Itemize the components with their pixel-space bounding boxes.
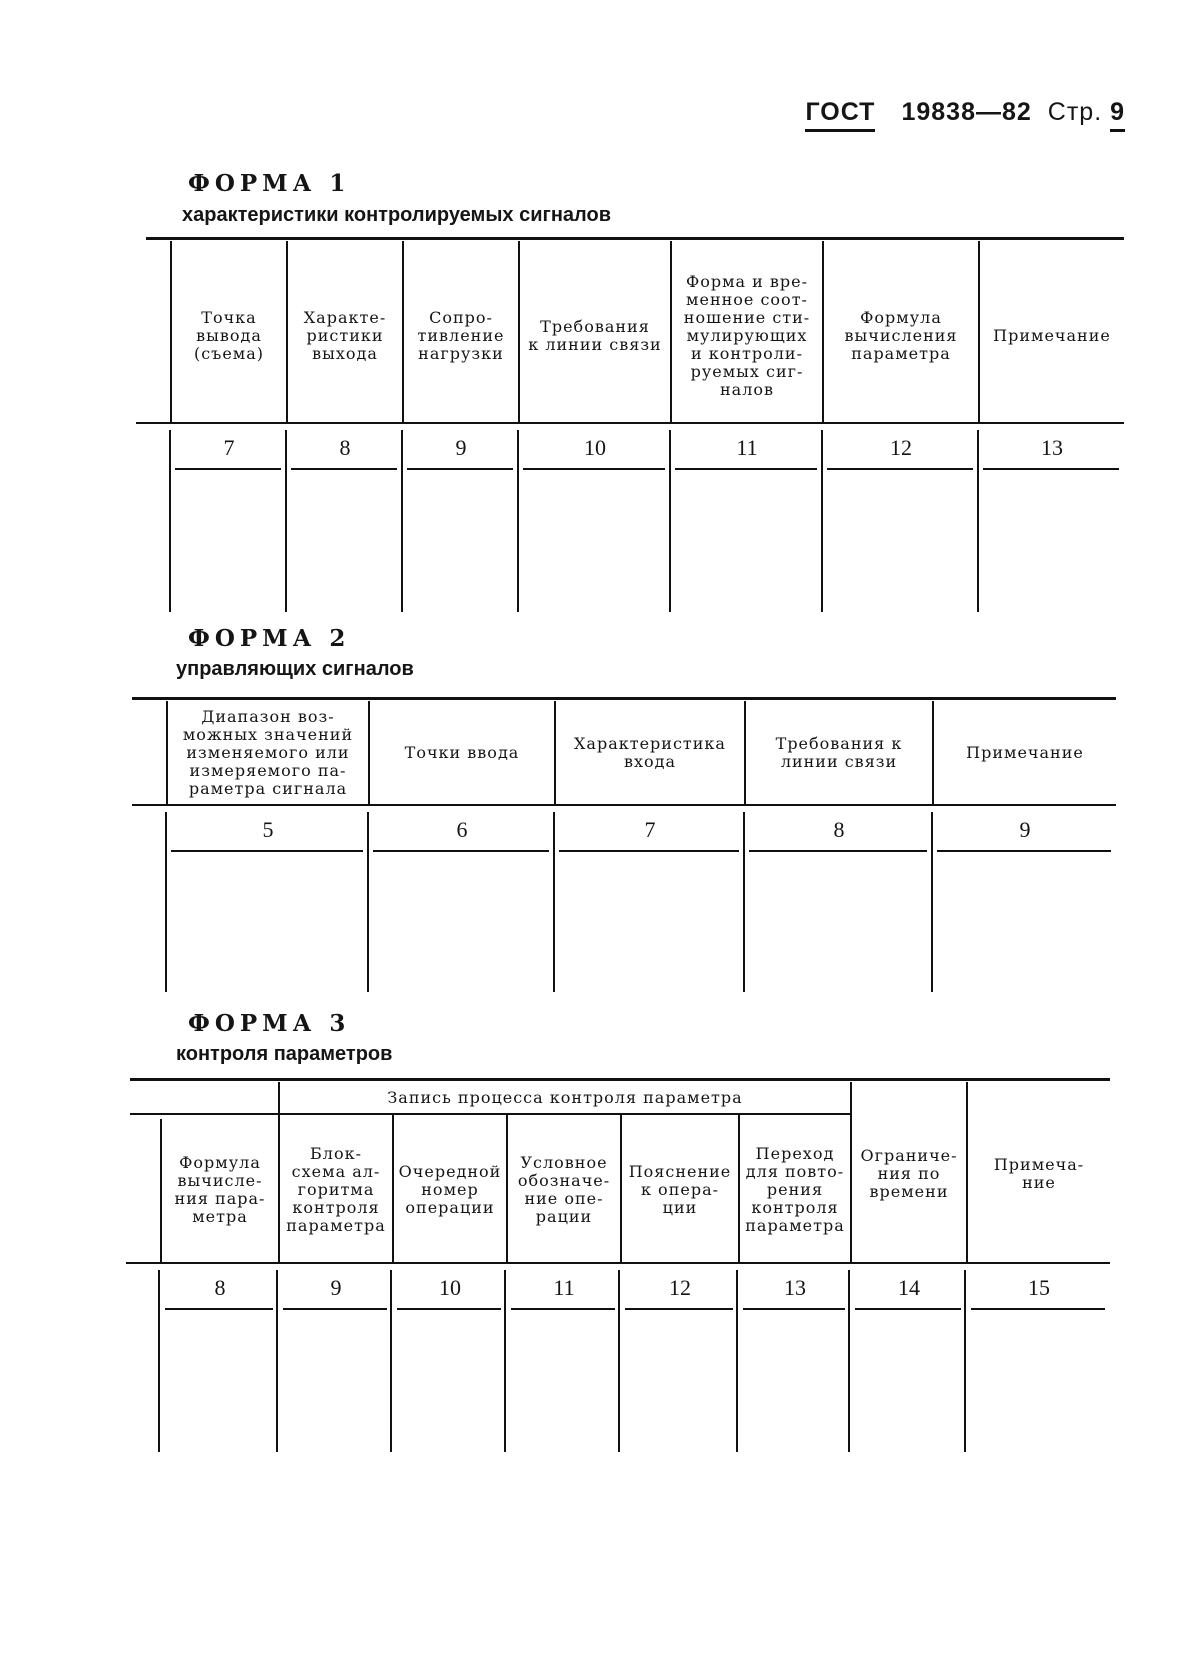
form1-column-header: Характе- ристики выхода [303,308,387,363]
form2-body-divider [553,812,555,992]
standard-label: ГОСТ [805,98,875,132]
form3-top-rule [130,1078,1110,1081]
form2-column-number: 9 [1019,817,1031,842]
form3-group-header: Запись процесса контроля параметра [387,1087,743,1107]
form2-title: ФОРМА 2 [188,625,351,652]
form3-header-divider [506,1113,508,1262]
form1-column-number: 13 [1041,435,1063,460]
form3-column-number: 15 [1028,1275,1050,1300]
form2-column-number: 7 [644,817,656,842]
form3-group-rule [278,1113,850,1115]
form1-column-number: 10 [584,435,606,460]
form1-column-header: Форма и вре- менное соот- ношение сти- мулирующих и контроли- руемых сиг- налов [683,272,811,399]
form3-column-number: 12 [669,1275,691,1300]
form1-number-underline [983,468,1119,470]
form2-body-divider [165,812,167,992]
form3-header-divider [850,1082,852,1262]
form1-header-divider [670,241,672,422]
form3-body-divider [158,1270,160,1452]
form2-header-divider [166,701,168,804]
form3-number-underline [743,1308,845,1310]
form3-title: ФОРМА 3 [188,1010,351,1037]
form3-header-divider [620,1113,622,1262]
form3-column-number: 8 [214,1275,226,1300]
form1-number-underline [175,468,281,470]
form2-column-header: Диапазон воз- можных значений изменяемого или измеряемого па- раметра сигнала [182,707,354,798]
form1-subtitle: характеристики контролируемых сигналов [182,204,612,226]
form1-column-number: 8 [339,435,351,460]
form1-header-divider [170,241,172,422]
form3-header-divider [278,1082,280,1262]
form2-number-underline [559,850,739,852]
form3-number-underline [165,1308,273,1310]
form1-header-divider [822,241,824,422]
form3-column-header: Ограниче- ния по времени [860,1146,958,1201]
form3-header-divider [392,1113,394,1262]
form2-header-divider [368,701,370,804]
form3-column-header: Блок- схема ал- горитма контроля параметра [286,1143,386,1235]
form3-column-number: 9 [330,1275,342,1300]
form1-header-divider [286,241,288,422]
form2-body-divider [931,812,933,992]
form1-body-divider [169,430,171,612]
form3-column-number: 13 [784,1275,806,1300]
form2-header-divider [932,701,934,804]
form1-body-divider [821,430,823,612]
form1-number-underline [675,468,817,470]
form1-number-underline [827,468,973,470]
form2-number-underline [937,850,1111,852]
form2-header-divider [554,701,556,804]
form1-header-divider [402,241,404,422]
form3-number-underline [855,1308,961,1310]
form2-column-number: 5 [262,817,274,842]
form2-column-number: 8 [833,817,845,842]
standard-number: 19838—82 [901,98,1032,126]
form3-column-header: Условное обозначе- ние опе- рации [517,1152,611,1226]
form2-column-header: Примечание [966,743,1084,762]
form1-column-header: Требования к линии связи [528,317,662,354]
form3-column-header: Пояснение к опера- ции [628,1161,732,1217]
form1-column-header: Формула вычисления параметра [844,308,958,363]
form3-header-rule [126,1262,1110,1264]
form1-column-number: 9 [455,435,467,460]
form1-top-rule [146,237,1124,240]
form1-number-underline [291,468,397,470]
form2-body-divider [743,812,745,992]
form3-column-number: 14 [898,1275,920,1300]
form1-number-underline [523,468,665,470]
form2-header-divider [744,701,746,804]
form1-body-divider [517,430,519,612]
form3-column-header: Примеча- ние [993,1155,1085,1192]
page-label: Стр. [1047,98,1103,126]
form3-column-header: Формула вычисле- ния пара- метра [174,1152,266,1226]
form3-column-number: 11 [553,1275,575,1300]
form2-number-underline [749,850,927,852]
form1-column-number: 7 [223,435,235,460]
form2-body-divider [367,812,369,992]
form1-header-rule [136,422,1124,424]
page-number: 9 [1110,98,1125,132]
form3-number-underline [625,1308,733,1310]
form1-header-divider [518,241,520,422]
form2-top-rule [132,697,1116,700]
form3-number-underline [511,1308,615,1310]
form3-number-underline [971,1308,1105,1310]
page-header [805,98,1125,132]
form3-number-underline [397,1308,501,1310]
form2-column-header: Точки ввода [404,743,520,762]
form1-title: ФОРМА 1 [188,170,351,197]
form3-header-divider [738,1113,740,1262]
form1-number-underline [407,468,513,470]
form1-column-header: Сопро- тивление нагрузки [417,308,505,363]
form1-column-header: Примечание [993,326,1111,345]
form1-column-number: 11 [736,435,758,460]
form1-column-number: 12 [890,435,912,460]
form2-column-header: Характеристика входа [574,734,726,771]
form2-number-underline [373,850,549,852]
form3-header-divider [966,1082,968,1262]
form3-column-header: Переход для повто- рения контроля параметра [745,1143,845,1235]
form3-number-underline [283,1308,387,1310]
form3-left-header-rule [130,1113,278,1115]
form1-body-divider [285,430,287,612]
form1-column-header: Точка вывода (съема) [193,308,265,363]
form2-header-rule [132,804,1116,806]
form1-header-divider [978,241,980,422]
form3-subtitle: контроля параметров [176,1043,393,1065]
form2-subtitle: управляющих сигналов [176,658,414,680]
form1-body-divider [977,430,979,612]
form3-column-header: Очередной номер операции [398,1161,502,1217]
form2-column-header: Требования к линии связи [775,734,903,771]
form1-body-divider [669,430,671,612]
form2-number-underline [171,850,363,852]
form1-body-divider [401,430,403,612]
form3-column-number: 10 [439,1275,461,1300]
form3-header-divider [160,1119,162,1262]
form2-column-number: 6 [456,817,468,842]
